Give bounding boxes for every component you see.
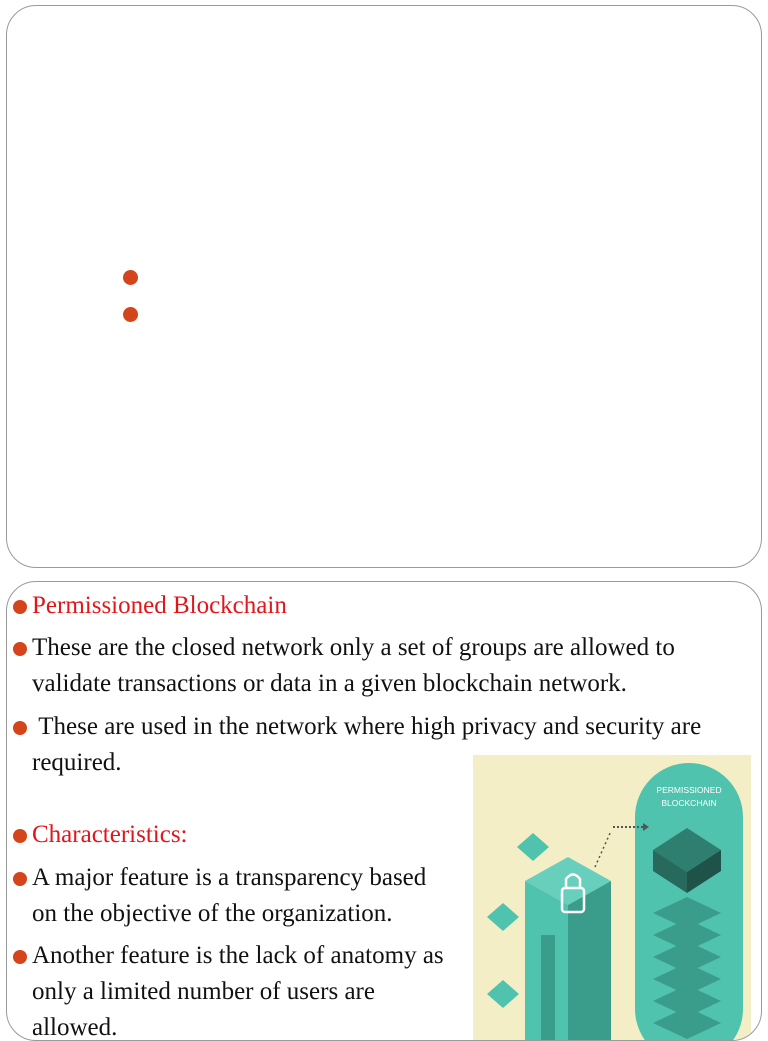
bullet-dot [13, 600, 27, 614]
bullet-subheading [11, 817, 451, 853]
blank-slide [6, 5, 762, 568]
bullet-text: A major feature is a transparency based on the objective of the organization. [32, 864, 427, 927]
illustration-label-line2: BLOCKCHAIN [661, 798, 717, 808]
bullet-text: Another feature is the lack of anatomy as only a limited number of users are allowed. [32, 942, 444, 1041]
bullet-dot [13, 950, 27, 964]
bullet-item [11, 938, 451, 1041]
bullet-dot [123, 270, 138, 285]
characteristics-heading: Characteristics: [32, 821, 188, 848]
bullet-dot [13, 721, 27, 735]
bullet-item [11, 860, 451, 932]
illustration-label-line1: PERMISSIONED [656, 785, 722, 795]
slide-heading: Permissioned Blockchain [32, 592, 287, 619]
permissioned-blockchain-slide [6, 581, 762, 1041]
bullet-text: These are the closed network only a set of groups are allowed to validate transactions or data in a given blockchain network. [32, 634, 675, 697]
bullet-text: These are used in the network where high privacy and security are required. [32, 713, 708, 776]
bullet-item [11, 630, 741, 702]
locked-block-tower-icon [525, 857, 611, 1041]
bullet-dot [13, 872, 27, 886]
permissioned-blockchain-illustration [473, 755, 751, 1041]
bullet-dot [123, 307, 138, 322]
bullet-heading [11, 588, 741, 624]
bullet-dot [13, 642, 27, 656]
bullet-dot [13, 829, 27, 843]
